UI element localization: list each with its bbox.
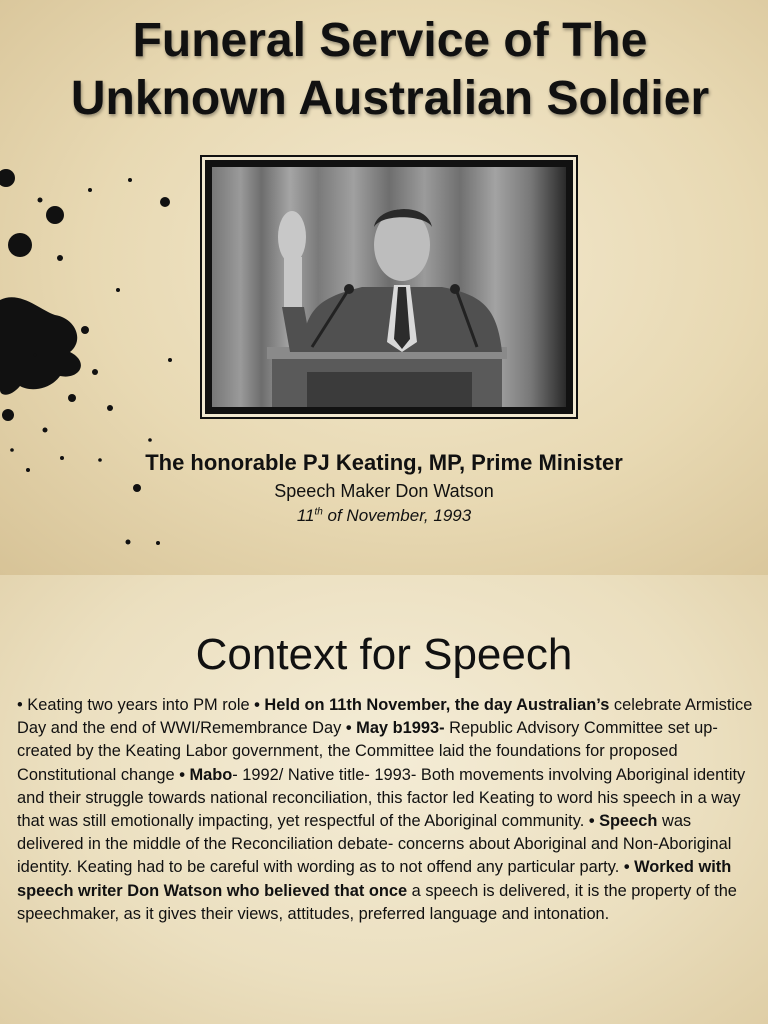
context-text: was delivered in the middle of the Reconciliation debate- concerns about Aboriginal and Non-Aboriginal identity. Keating had to be careful with wording as to not offend any particular party. [17,812,732,877]
title-line-2: Unknown Australian Soldier [70,72,710,125]
context-body [17,694,757,926]
context-text: Republic Advisory Committee set up- created by the Keating Labor government, the Committee laid the foundations for proposed Constitutional change [17,719,718,784]
context-title: Context for Speech [195,630,573,679]
context-text: a speech is delivered, it is the property of the speechmaker, as it gives their views, attitudes, preferred language and intonation. [17,881,737,923]
speaker-photo [212,167,566,407]
date-suffix: th [314,506,323,518]
context-slide [0,575,768,1024]
context-text: celebrate Armistice Day and the end of WWI/Remembrance Day [17,696,753,738]
speaker-photo-frame [202,157,576,417]
title-line-1: Funeral Service of The [132,14,648,67]
context-bullet-heading: • Held on 11th November, the day Australian’s [254,696,610,714]
context-text: • Keating two years into PM role [17,696,255,714]
slide-title [0,12,768,128]
context-bullet-heading: • Mabo [179,765,233,784]
context-bullet-heading: • May b1993- [345,719,445,738]
context-text: - 1992/ Native title- 1993- Both movements involving Aboriginal identity and their struggle towards national reconciliation, this factor led Keating to word his speech in a way that was still emotionally impacting, yet respectful of the Aboriginal community. [17,765,746,831]
speaker-photo-image [212,167,566,407]
speaker-caption: The honorable PJ Keating, MP, Prime Minister [145,450,623,475]
context-bullet-heading: • Worked with speech writer Don Watson who believed that once [17,858,732,900]
date-day: 11 [296,506,315,525]
speech-date [0,506,768,526]
date-rest: of November, 1993 [322,506,472,525]
speech-maker-caption: Speech Maker Don Watson [274,481,494,501]
context-bullet-heading: • Speech [588,812,658,831]
